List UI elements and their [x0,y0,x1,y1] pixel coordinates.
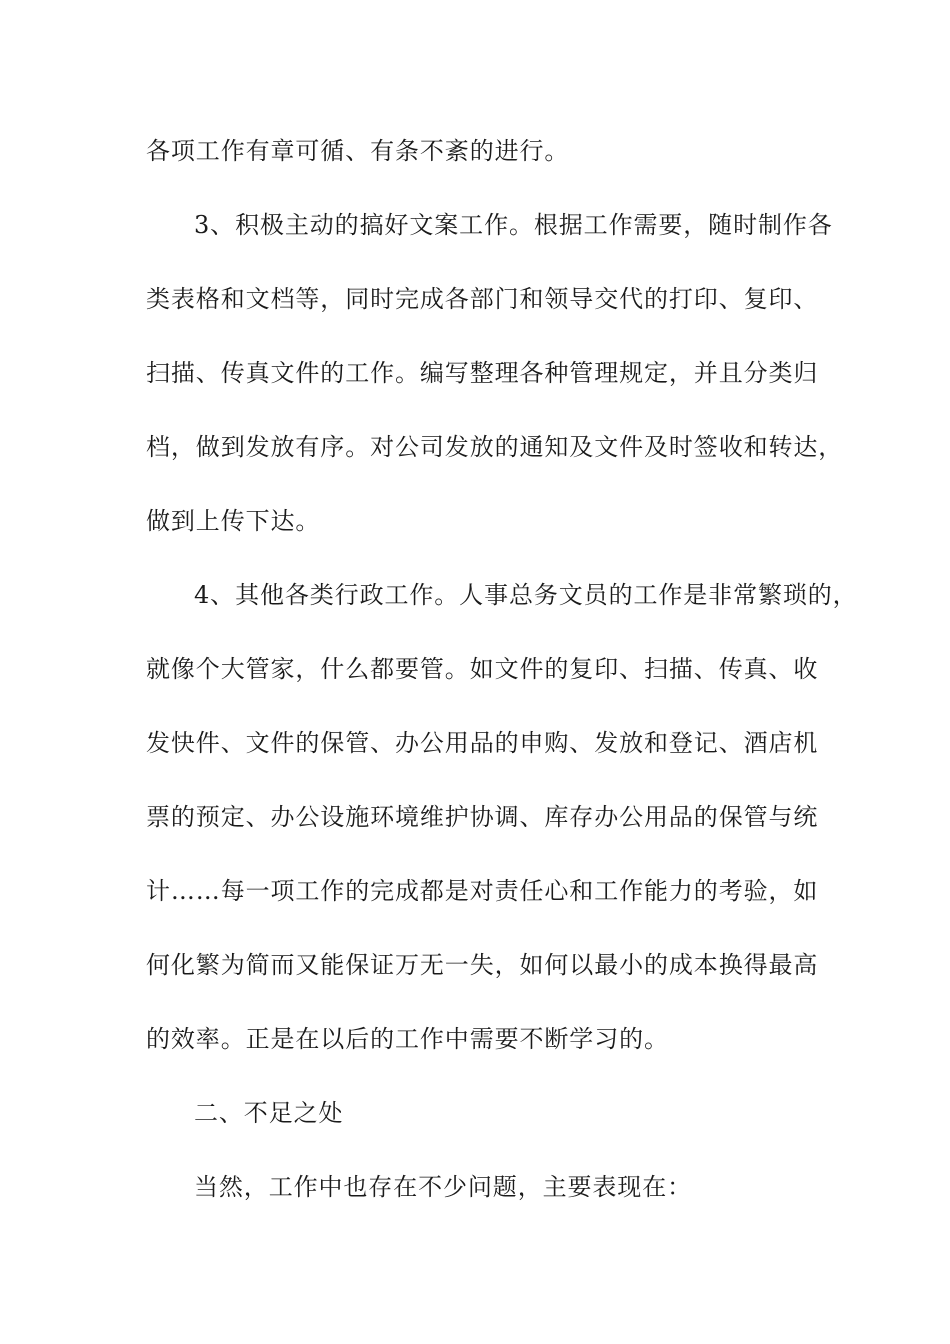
text-line: 各项工作有章可循、有条不紊的进行。 [146,137,570,165]
text-line: 票的预定、办公设施环境维护协调、库存办公用品的保管与统 [146,803,819,831]
text-line: 做到上传下达。 [146,507,321,535]
text-line: 3、积极主动的搞好文案工作。根据工作需要，随时制作各 [194,211,833,239]
text-line: 类表格和文档等，同时完成各部门和领导交代的打印、复印、 [146,285,819,313]
text-line: 4、其他各类行政工作。人事总务文员的工作是非常繁琐的， [194,581,858,609]
text-line: 何化繁为简而又能保证万无一失，如何以最小的成本换得最高 [146,951,819,979]
text-line: 当然，工作中也存在不少问题，主要表现在： [194,1173,692,1201]
text-line: 就像个大管家，什么都要管。如文件的复印、扫描、传真、收 [146,655,819,683]
text-line: 扫描、传真文件的工作。编写整理各种管理规定，并且分类归 [146,359,819,387]
text-line: 计……每一项工作的完成都是对责任心和工作能力的考验，如 [146,877,819,905]
text-line: 档，做到发放有序。对公司发放的通知及文件及时签收和转达， [146,433,844,461]
section-heading: 二、不足之处 [194,1099,344,1127]
text-line: 发快件、文件的保管、办公用品的申购、发放和登记、酒店机 [146,729,819,757]
text-line: 的效率。正是在以后的工作中需要不断学习的。 [146,1025,669,1053]
